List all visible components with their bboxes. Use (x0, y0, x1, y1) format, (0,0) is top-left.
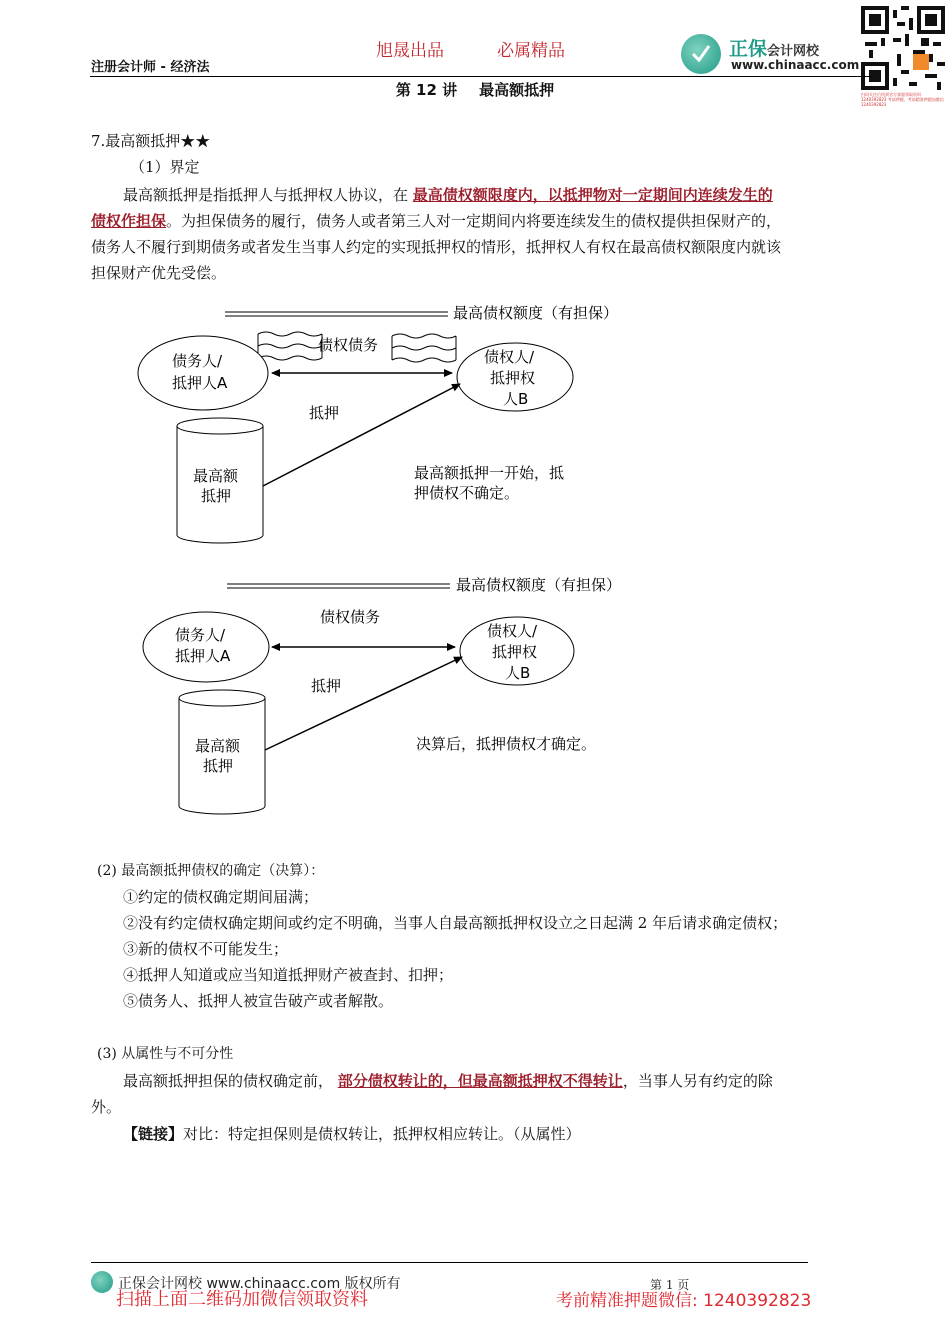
header-slogan-2: 必属精品 (497, 41, 565, 61)
page-title (0, 79, 950, 100)
brand-name (729, 34, 819, 61)
subsection-heading: (2) 最高额抵押债权的确定（决算）： (97, 863, 325, 879)
debtor-label: 抵押人A (175, 647, 231, 665)
debtor-label: 抵押人A (172, 374, 228, 392)
paragraph-text: 最高额抵押是指抵押人与抵押权人协议，在 (123, 186, 409, 204)
paragraph-line (91, 208, 781, 234)
paragraph-line: 担保财产优先受偿。 (91, 264, 227, 282)
highlight-text: 债权作担保 (91, 212, 167, 230)
qr-caption: 扫码关注后找到官方客服领取资料 1240392823 考前押题，考前精准押题加微信 1240392823 (861, 92, 944, 107)
creditor-label: 债权人/ (484, 348, 535, 366)
list-item: ②没有约定债权确定期间或约定不明确，当事人自最高额抵押权设立之日起满 2 年后请求确定债权； (123, 914, 788, 932)
list-item: ③新的债权不可能发生； (123, 940, 289, 958)
brand-name-main: 正保 (729, 38, 768, 60)
promo-contact: 考前精准押题微信: 1240392823 (556, 1291, 812, 1311)
cylinder-label: 抵押 (201, 487, 232, 505)
link-note (123, 1121, 581, 1147)
highlight-text: 最高债权额限度内，以抵押物对一定期间内连续发生的 (412, 186, 773, 204)
brand-name-suffix: 会计网校 (767, 44, 820, 59)
debtor-label: 债务人/ (172, 352, 223, 370)
checkmark-icon (690, 42, 712, 64)
limit-label: 最高债权额度（有担保） (456, 576, 622, 594)
creditor-label: 抵押权 (492, 643, 538, 661)
lecture-topic: 最高额抵押 (479, 81, 555, 99)
footer-copyright: 正保会计网校 www.chinaacc.com 版权所有 (118, 1276, 401, 1292)
diagram-mortgage-start (130, 295, 690, 555)
subsection-heading: （1）界定 (130, 158, 200, 176)
cylinder-label: 最高额 (193, 467, 239, 485)
list-item: ④抵押人知道或应当知道抵押财产被查封、扣押； (123, 966, 454, 984)
document-stack-icon (258, 332, 322, 360)
paragraph-line (123, 1068, 773, 1094)
cylinder-label: 抵押 (203, 757, 234, 775)
paragraph-text: ，当事人另有约定的除 (622, 1072, 773, 1090)
cylinder-body (179, 698, 265, 814)
link-text: 对比：特定担保则是债权转让，抵押权相应转让。（从属性） (183, 1125, 581, 1143)
creditor-label: 人B (505, 664, 531, 682)
cylinder-top (177, 418, 263, 434)
creditor-label: 人B (503, 390, 529, 408)
debt-label: 债权债务 (318, 336, 379, 354)
paragraph-line: 债务人不履行到期债务或者发生当事人约定的实现抵押权的情形，抵押权人有权在最高债权额限度内就该 (91, 238, 782, 256)
section-heading: 7.最高额抵押★★ (91, 132, 211, 150)
note-text: 决算后，抵押债权才确定。 (416, 735, 597, 753)
qr-code-icon (861, 6, 945, 90)
promo-text: 扫描上面二维码加微信领取资料 (116, 1289, 368, 1310)
debt-label: 债权债务 (320, 608, 381, 626)
cylinder-label: 最高额 (195, 737, 241, 755)
highlight-text: 部分债权转让的，但最高额抵押权不得转让 (337, 1072, 623, 1090)
page-number: 第 1 页 (650, 1278, 690, 1292)
list-item: ①约定的债权确定期间届满； (123, 888, 319, 906)
header-slogan-1: 旭晟出品 (376, 41, 444, 61)
creditor-label: 债权人/ (487, 622, 538, 640)
document-stack-icon (392, 334, 456, 362)
list-item: ⑤债务人、抵押人被宣告破产或者解散。 (123, 992, 394, 1010)
lecture-number: 第 12 讲 (395, 81, 458, 99)
paragraph-line (123, 182, 773, 208)
note-text: 押债权不确定。 (414, 484, 520, 502)
footer-divider (91, 1262, 808, 1263)
brand-url: www.chinaacc.com (731, 58, 860, 72)
header-subject: 注册会计师 - 经济法 (91, 60, 210, 75)
mortgage-label: 抵押 (311, 677, 342, 695)
header-divider (90, 76, 872, 77)
debtor-label: 债务人/ (175, 626, 226, 644)
paragraph-text: 。为担保债务的履行，债务人或者第三人对一定期间内将要连续发生的债权提供担保财产的， (166, 212, 782, 230)
note-text: 最高额抵押一开始，抵 (414, 464, 565, 482)
paragraph-text: 最高额抵押担保的债权确定前， (123, 1072, 334, 1090)
limit-label: 最高债权额度（有担保） (453, 304, 619, 322)
cylinder-top (179, 690, 265, 706)
diagram-mortgage-settlement (130, 566, 690, 826)
subsection-heading: (3) 从属性与不可分性 (97, 1046, 234, 1062)
debtor-node (138, 336, 268, 410)
footer-logo-icon (91, 1271, 113, 1293)
paragraph-line: 外。 (91, 1098, 122, 1116)
mortgage-label: 抵押 (309, 404, 340, 422)
link-tag: 【链接】 (123, 1125, 184, 1143)
creditor-label: 抵押权 (490, 369, 536, 387)
